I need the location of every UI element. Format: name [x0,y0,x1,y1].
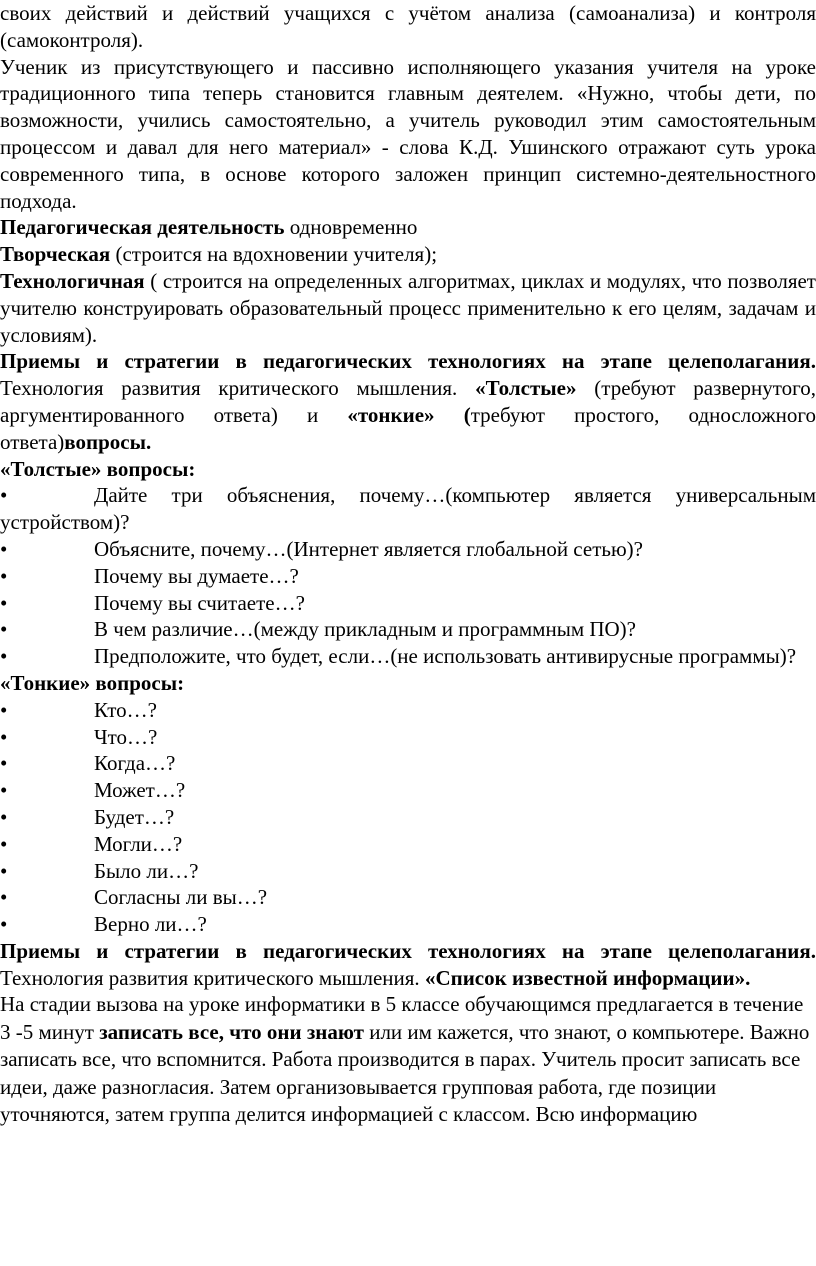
list-item-text: Почему вы думаете…? [94,563,299,588]
list-item [0,536,816,563]
bold-term: Творческая [0,242,111,267]
text-run: (требуют развернутого, аргументированного ответа) и [0,376,816,427]
list-item [0,697,816,724]
bold-heading: Приемы и стратегии в педагогических технологиях на этапе целеполагания. [0,938,816,963]
bullet: • [0,831,8,856]
text-run: требуют простого, односложного ответа) [0,402,816,454]
paragraph-techniques-thick-thin [0,348,816,455]
list-item [0,750,816,777]
list-item-text: Дайте три объяснения, почему…(компьютер является универсальным устройством)? [0,483,816,535]
list-item-text: Могли…? [94,831,183,856]
list-item [0,643,816,670]
list-item [0,724,816,751]
thick-questions-heading [0,456,816,483]
list-item-text: Кто…? [94,697,157,722]
bold-heading: «Тонкие» вопросы: [0,670,185,695]
list-item-text: В чем различие…(между прикладным и программным ПО)? [94,617,637,642]
list-item [0,804,816,831]
bold-term: «Толстые» [475,376,577,401]
paragraph-techniques-known-info [0,938,816,992]
list-item [0,858,816,885]
list-item [0,590,816,617]
list-item-text: Будет…? [94,804,175,829]
bullet: • [0,751,8,776]
list-item-text: Объясните, почему…(Интернет является глобальной сетью)? [94,536,643,561]
bullet: • [0,536,8,561]
text-run: одновременно [284,215,418,240]
bold-term: вопросы. [64,429,152,454]
list-item-text: Верно ли…? [94,912,207,937]
bold-heading: «Толстые» вопросы: [0,456,196,481]
text-run: или им кажется, что знают, о компьютере. Важно записать все, что вспомнится. Работа производится в парах. Учитель просит записать все идеи, даже разногласия. Затем организовывается групповая работа, где позиции уточняются, затем группа делится информацией с классом. Всю информацию [0,1019,810,1127]
thick-questions-list [0,482,816,670]
list-item-text: Было ли…? [94,858,199,883]
bullet: • [0,590,8,615]
bullet: • [0,778,8,803]
text-run: ( строится на определенных алгоритмах, циклах и модулях, что позволяет учителю конструировать образовательный процесс применительно к его целям, задачам и условиям). [0,268,816,347]
list-item [0,884,816,911]
paragraph-creative [0,241,816,268]
list-item-text: Может…? [94,778,186,803]
bullet: • [0,644,8,669]
bold-term: Педагогическая деятельность [0,215,285,240]
paragraph-student-role: Ученик из присутствующего и пассивно исполняющего указания учителя на уроке традиционного типа теперь становится главным деятелем. «Нужно, чтобы дети, по возможности, учились самостоятельно, а учитель руководил этим самостоятельным процессом и давал для него материал» - слова К.Д. Ушинского отражают суть урока современного типа, в основе которого заложен принцип системно-деятельностного подхода. [0,54,816,213]
list-item [0,831,816,858]
list-item-text: Когда…? [94,751,176,776]
text-run: Технология развития критического мышления. [0,376,476,401]
bullet: • [0,483,8,508]
list-item-text: Согласны ли вы…? [94,885,268,910]
text-run: На стадии вызова на уроке информатики в 5 классе обучающимся предлагается в течение 3 -5 минут [0,992,804,1044]
thin-questions-heading [0,670,816,697]
bold-term: записать все, что они знают [99,1019,364,1044]
paragraph-pedagogical-activity [0,214,816,241]
list-item [0,563,816,590]
paragraph-technological [0,268,816,348]
list-item [0,911,816,938]
list-item [0,616,816,643]
list-item [0,482,816,536]
bullet: • [0,804,8,829]
bullet: • [0,858,8,883]
thin-questions-list [0,697,816,938]
bullet: • [0,912,8,937]
bold-term: «Список известной информации». [424,965,751,990]
bullet: • [0,617,8,642]
bullet: • [0,697,8,722]
bold-heading: Приемы и стратегии в педагогических технологиях на этапе целеполагания. [0,349,816,374]
text-run: Технология развития критического мышления. [0,965,425,990]
list-item-text: Почему вы считаете…? [94,590,305,615]
paragraph-call-stage [0,991,816,1128]
list-item-text: Что…? [94,724,158,749]
paragraph-control: своих действий и действий учащихся с учётом анализа (самоанализа) и контроля (самоконтроля). [0,1,816,52]
bold-term: Технологичная [0,268,145,293]
bold-term: «тонкие» ( [347,402,471,427]
text-run: (строится на вдохновении учителя); [110,242,438,267]
bullet: • [0,724,8,749]
bullet: • [0,885,8,910]
bullet: • [0,563,8,588]
list-item [0,777,816,804]
list-item-text: Предположите, что будет, если…(не использовать антивирусные программы)? [94,644,797,669]
